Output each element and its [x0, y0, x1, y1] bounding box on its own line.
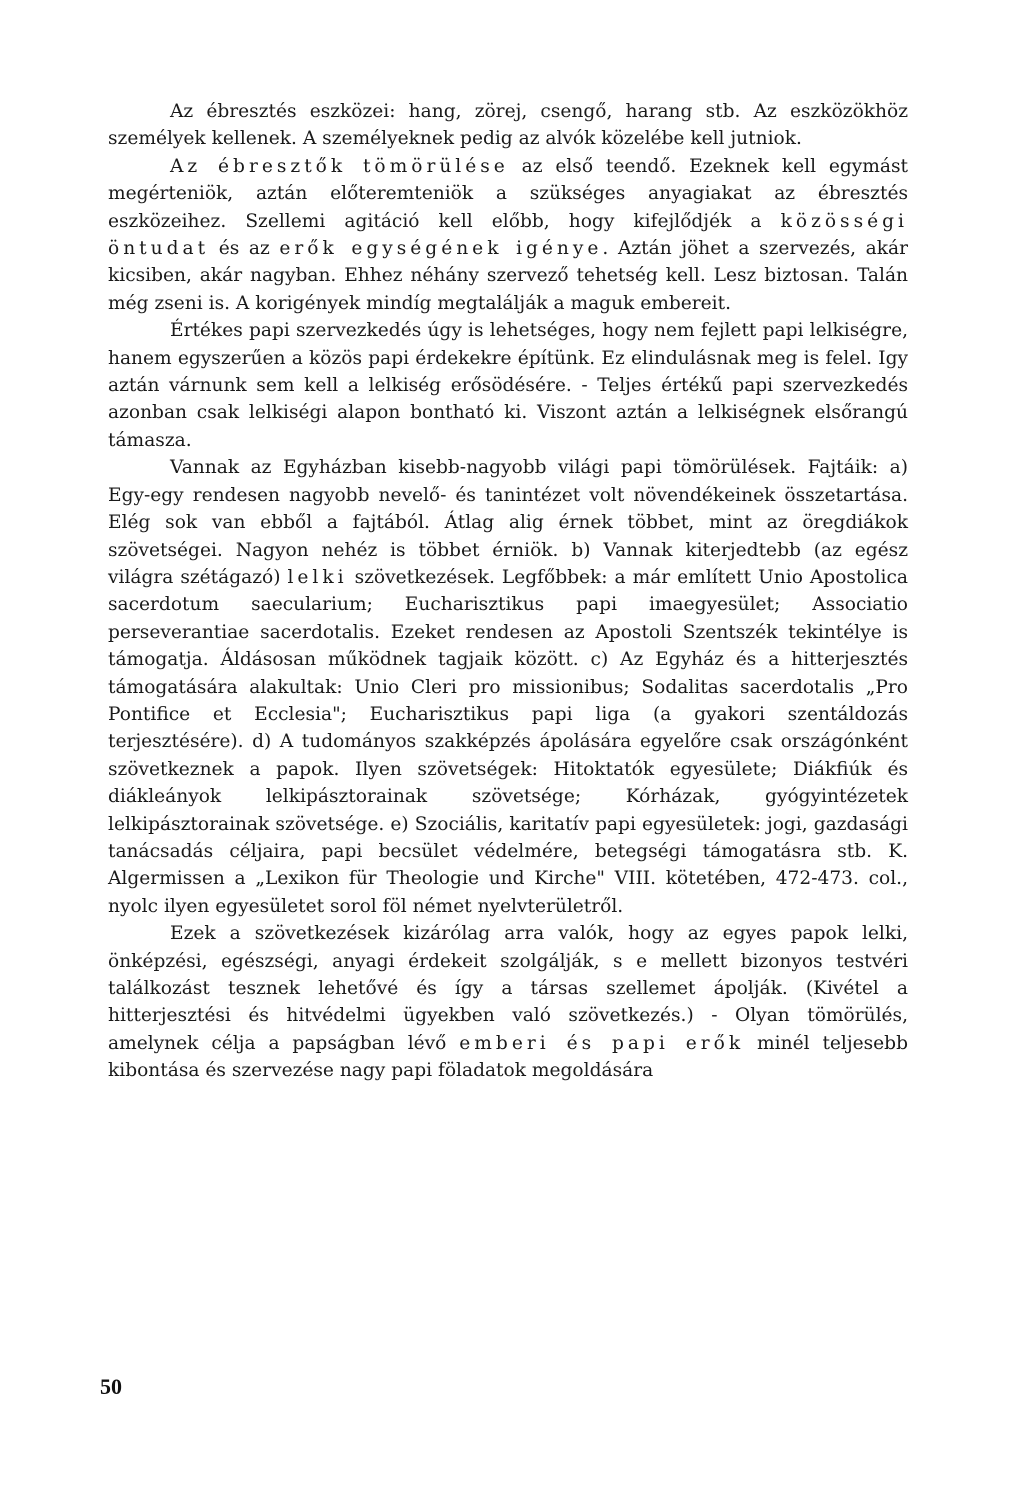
text-run: . Aztán jöhet a szervezés, akár kicsiben, akár nagyban. Ehhez néhány szervező tehetség kell. Lesz biztosan. Talán még zseni is. A korigények mindíg megtalálják a maguk embereit. [108, 238, 908, 314]
text-run: és az [209, 238, 280, 260]
emphasized-text: lelki [287, 566, 348, 588]
text-run: Értékes papi szervezkedés úgy is lehetséges, hogy nem fejlett papi lelkiségre, hanem egyszerűen a közös papi érdekekre építünk. Ez elindulásnak meg is felel. Igy aztán várnunk sem kell a lelkiség erősödésére. - Teljes értékű papi szervezkedés azonban csak lelkiségi alapon bontható ki. Viszont aztán a lelkiségnek elsőrangú támasza. [108, 320, 908, 451]
text-run: Ezek a szövetkezések kizárólag arra valók, hogy az egyes papok lelki, önképzési, egészségi, anyagi érdekeit szolgálják, s e mellett bizonyos testvéri találkozást tesznek lehetővé és így a társas szellemet ápolják. (Kivétel a hitterjesztési és hitvédelmi ügyekben való szövetkezés.) - Olyan tömörülés, amelynek célja a papságban lévő [108, 923, 908, 1054]
text-run: minél teljesebb kibontása és szervezése nagy papi föladatok megoldására [108, 1032, 908, 1082]
paragraph [108, 454, 908, 920]
text-run: szövetkezések. Legfőbbek: a már említett Unio Apostolica sacerdotum saecularium; Eucharisztikus papi imaegyesület; Associatio perseverantiae sacerdotalis. Ezeket rendesen az Apostoli Szentszék tekintélye is támogatja. Áldásosan működnek tagjaik között. c) Az Egyház és a hitterjesztés támogatására alakultak: Unio Cleri pro missionibus; Sodalitas sacerdotalis „Pro Pontifice et Ecclesia"; Eucharisztikus papi liga (a gyakori szentáldozás terjesztésére). d) A tudományos szakképzés ápolására egyelőre csak országónként szövetkeznek a papok. Ilyen szövetségek: Hitoktatók egyesülete; Diákfiúk és diákleányok lelkipásztorainak szövetsége; Kórházak, gyógyintézetek lelkipásztorainak szövetsége. e) Szociális, karitatív papi egyesületek: jogi, gazdasági tanácsadás céljaira, papi becsület védelmére, betegségi támogatásra stb. K. Algermissen a „Lexikon für Theologie und Kirche" VIII. kötetében, 472-473. col., nyolc ilyen egyesületet sorol föl német nyelvterületről. [108, 566, 909, 917]
page-body [108, 98, 908, 1085]
paragraph [108, 317, 908, 454]
page-number: 50 [100, 1374, 122, 1399]
emphasized-text: emberi és papi erők [459, 1032, 745, 1054]
paragraph [108, 920, 908, 1084]
text-run: Vannak az Egyházban kisebb-nagyobb világi papi tömörülések. Fajtáik: a) Egy-egy rendesen nagyobb nevelő- és tanintézet volt növendékeinek összetartása. Elég sok van ebből a fajtából. Átlag alig érnek többet, mint az öregdiákok szövetségei. Nagyon nehéz is többet érniök. b) Vannak kiterjedtebb (az egész világra szétágazó) [108, 457, 908, 588]
text-run: az első teendő. Ezeknek kell egymást megérteniök, aztán előteremteniök a szükséges anyagiakat az ébresztés eszközeihez. Szellemi agitáció kell előbb, hogy kifejlődjék a [108, 155, 909, 232]
emphasized-text: közösségi öntudat [108, 210, 908, 260]
text-run: Az ébresztés eszközei: hang, zörej, csengő, harang stb. Az eszközökhöz személyek kellenek. A személyeknek pedig az alvók közelébe kell jutniok. [108, 101, 908, 150]
paragraph [108, 98, 908, 153]
paragraph [108, 153, 908, 317]
emphasized-text: erők egységének igénye [279, 238, 603, 260]
emphasized-text: Az ébresztők tömörülése [170, 155, 509, 177]
